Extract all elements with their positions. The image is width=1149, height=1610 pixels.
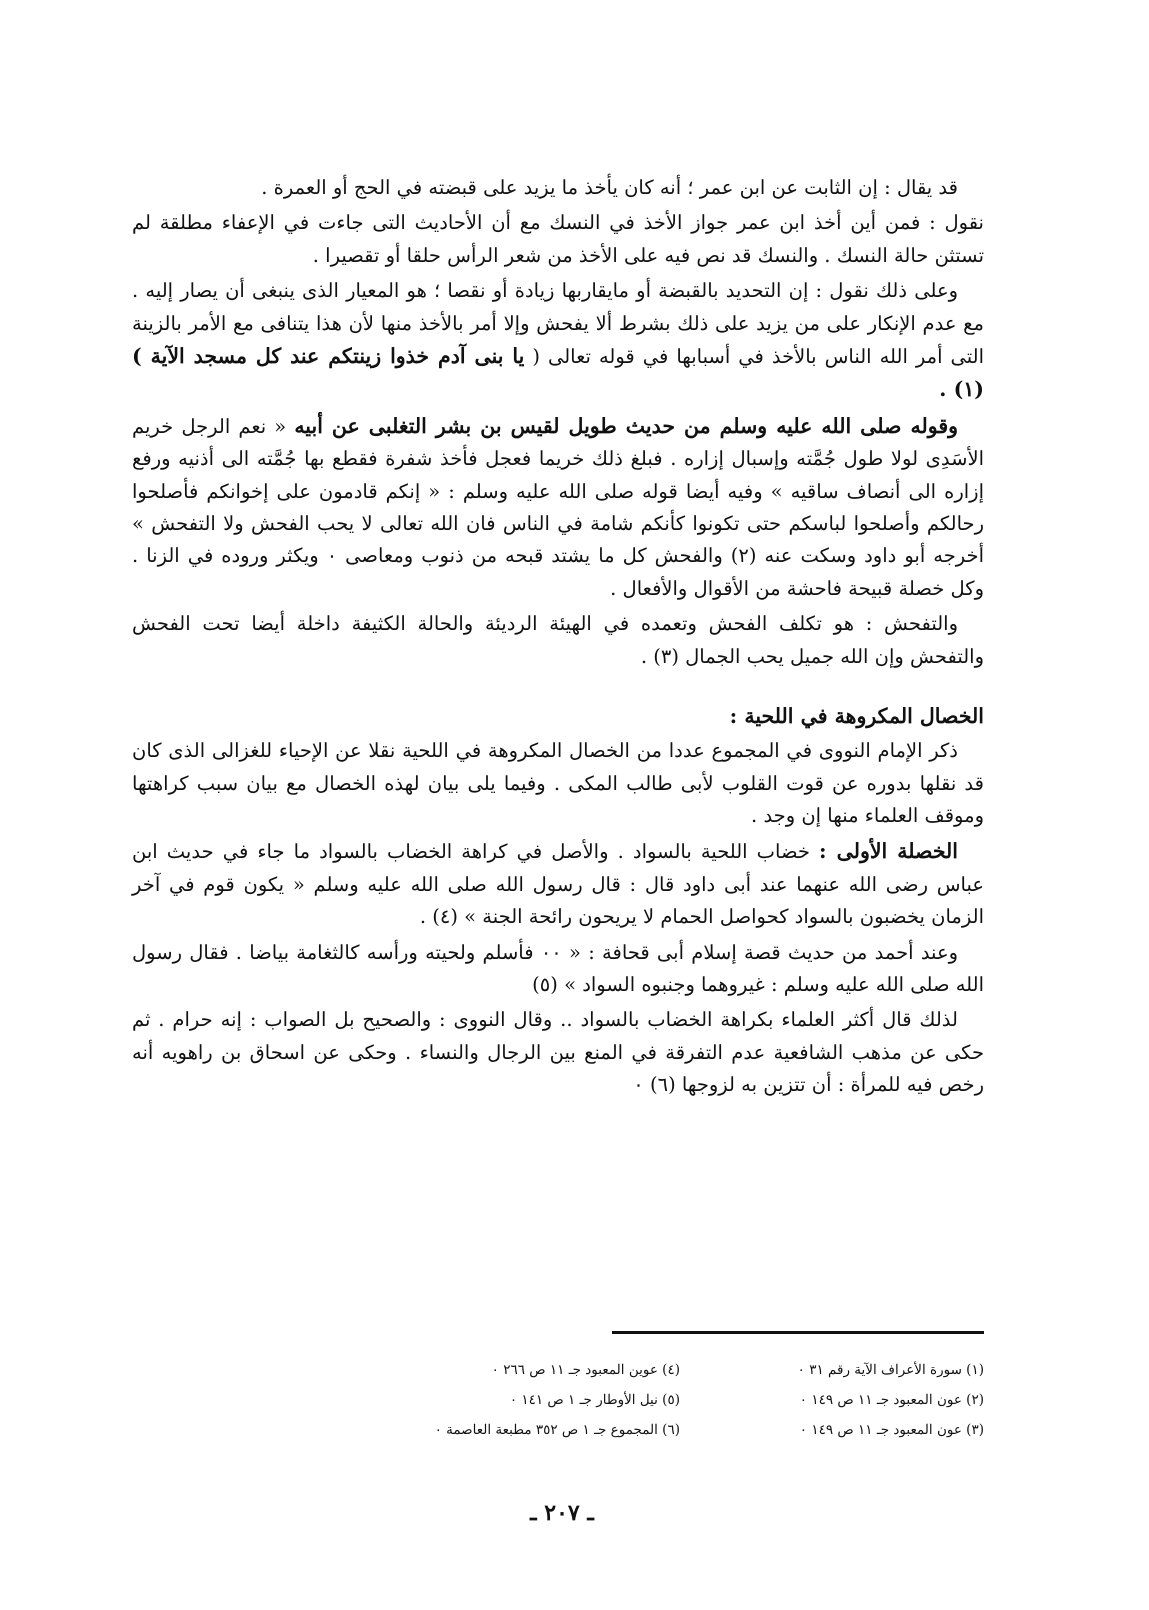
footnote-1: (١) سورة الأعراف الآية رقم ٣١ ٠	[797, 1362, 984, 1378]
quran-quote: يا بنى آدم خذوا زينتكم عند كل مسجد الآية ) (١) .	[132, 344, 984, 402]
footnote-5: (٥) نيل الأوطار جـ ١ ص ١٤١ ٠	[509, 1392, 680, 1408]
footnote-3: (٣) عون المعبود جـ ١١ ص ١٤٩ ٠	[799, 1422, 984, 1438]
paragraph-6: ذكر الإمام النووى في المجموع عددا من الخصال المكروهة في اللحية نقلا عن الإحياء للغزالى الذى كان قد نقلها بدوره عن قوت القلوب لأبى طالب المكى . وفيما يلى بيان لهذه الخصال مع بيان سبب كراهتها وموقف العلماء منها إن وجد .	[132, 739, 984, 827]
first-trait-text: خضاب اللحية بالسواد . والأصل في كراهة الخضاب بالسواد ما جاء في حديث ابن عباس رضى الله عنهما عند أبى داود قال : قال رسول الله صلى الله عليه وسلم « يكون قوم في آخر الزمان يخضبون بالسواد كحواصل الحمام لا يريحون رائحة الجنة » (٤) .	[132, 840, 984, 929]
paragraph-3	[132, 275, 984, 407]
paragraph-2: نقول : فمن أين أخذ ابن عمر جواز الأخذ في النسك مع أن الأحاديث التى جاءت في الإعفاء مطلقة لم تستثن حالة النسك . والنسك قد نص فيه على الأخذ من شعر الرأس حلقا أو تقصيرا .	[132, 211, 984, 267]
page-number: ـ ٢٠٧ ـ	[530, 1500, 594, 1526]
footnote-2: (٢) عون المعبود جـ ١١ ص ١٤٩ ٠	[799, 1392, 984, 1408]
paragraph-5: والتفحش : هو تكلف الفحش وتعمده في الهيئة الرديئة والحالة الكثيفة داخلة أيضا تحت الفحش والتفحش وإن الله جميل يحب الجمال (٣) .	[132, 612, 984, 668]
paragraph-8: وعند أحمد من حديث قصة إسلام أبى قحافة : « ٠٠ فأسلم ولحيته ورأسه كالثغامة بياضا . فقال رسول الله صلى الله عليه وسلم : غيروهما وجنبوه السواد » (٥)	[132, 940, 984, 996]
first-trait-label: الخصلة الأولى :	[819, 839, 958, 864]
hadith-text: « نعم الرجل خريم الأسَدِى لولا طول جُمَّته وإسبال إزاره . فبلغ ذلك خريما فعجل فأخذ شفرة فقطع بها جُمَّته الى أذنيه ورفع إزاره الى أنصاف ساقيه » وفيه أيضا قوله صلى الله عليه وسلم : « إنكم قادمون على إخوانكم فأصلحوا رحالكم وأصلحوا لباسكم حتى تكونوا كأنكم شامة في الناس فان الله تعالى لا يحب الفحش ولا التفحش » أخرجه أبو داود وسكت عنه (٢) والفحش كل ما يشتد قبحه من ذنوب ومعاصى ٠ ويكثر وروده في الزنا . وكل خصلة قبيحة فاحشة من الأقوال والأفعال .	[132, 414, 984, 600]
footnote-6: (٦) المجموع جـ ١ ص ٣٥٢ مطبعة العاصمة ٠	[434, 1422, 680, 1438]
section-title: الخصال المكروهة في اللحية :	[729, 704, 984, 729]
paragraph-3-text: وعلى ذلك نقول : إن التحديد بالقبضة أو مايقاربها زيادة أو نقصا ؛ هو المعيار الذى ينبغى أن يصار إليه . مع عدم الإنكار على من يزيد على ذلك بشرط ألا يفحش وإلا أمر بالأخذ منها لأن هذا يتنافى مع الأمر بالزينة التى أمر الله الناس بالأخذ في أسبابها في قوله تعالى (	[132, 279, 984, 369]
footnotes-column-left	[400, 1355, 680, 1445]
footnotes	[418, 1355, 984, 1447]
hadith-intro: وقوله صلى الله عليه وسلم من حديث طويل لقيس بن بشر التغلبى عن أبيه	[294, 413, 959, 438]
footnotes-column-right	[704, 1355, 984, 1445]
footnote-4: (٤) عوين المعبود جـ ١١ ص ٢٦٦ ٠	[491, 1362, 680, 1378]
paragraph-9: لذلك قال أكثر العلماء بكراهة الخضاب بالسواد .. وقال النووى : والصحيح بل الصواب : إنه حرام . ثم حكى عن مذهب الشافعية عدم التفرقة في المنع بين الرجال والنساء . وحكى عن اسحاق بن راهويه أنه رخص فيه للمرأة : أن تتزين به لزوجها (٦) ٠	[132, 1008, 984, 1097]
footnote-divider	[612, 1331, 984, 1334]
paragraph-1: قد يقال : إن الثابت عن ابن عمر ؛ أنه كان يأخذ ما يزيد على قبضته في الحج أو العمرة .	[261, 176, 958, 199]
paragraph-4	[132, 410, 984, 605]
paragraph-7	[132, 835, 984, 933]
page-body	[132, 172, 984, 1105]
